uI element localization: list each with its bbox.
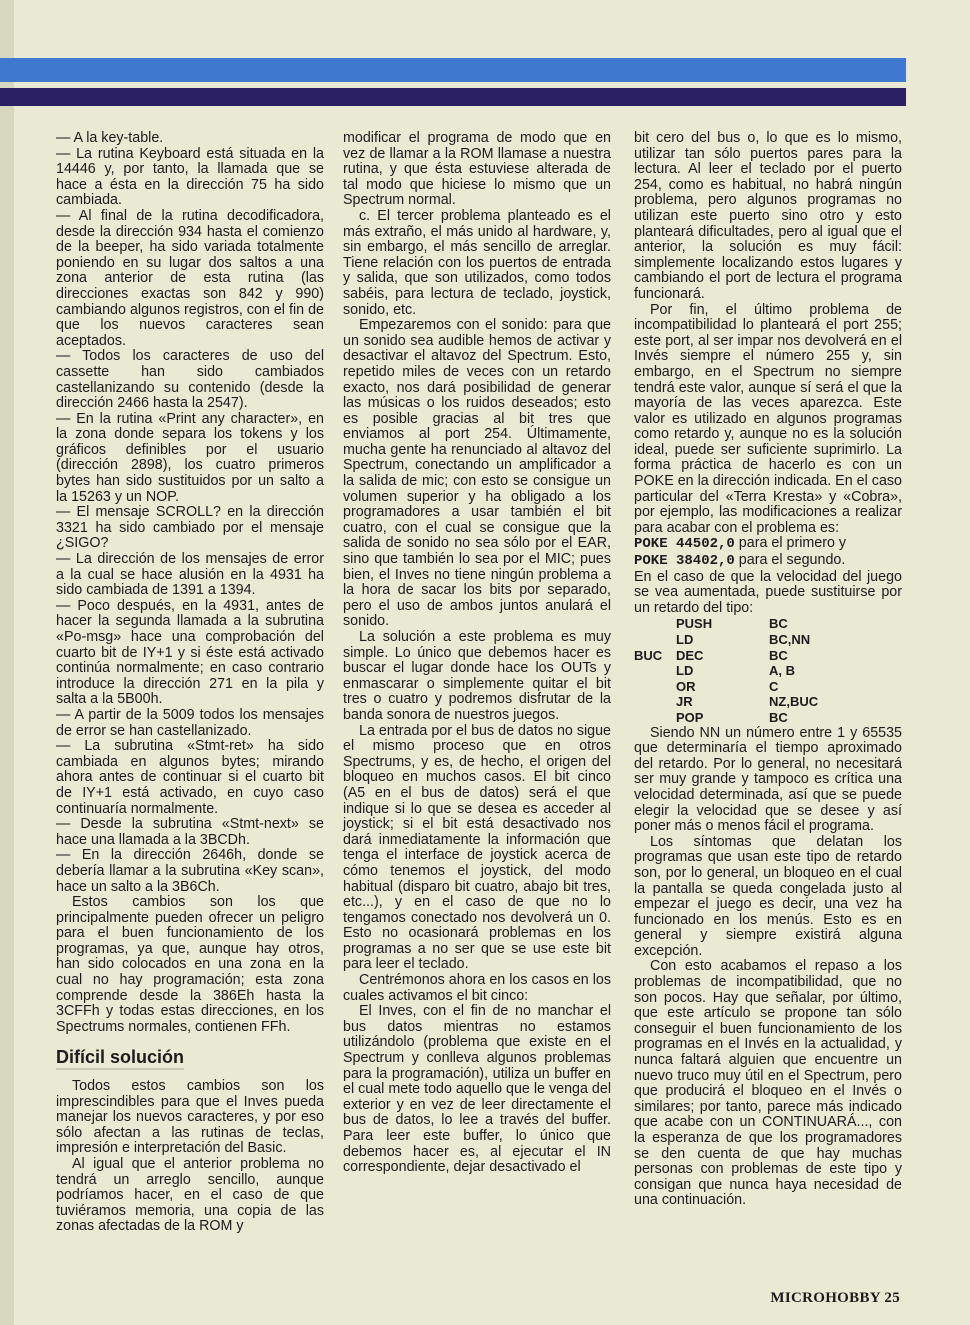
- paragraph: — La dirección de los mensajes de error a la cual se hace alusión en la 4931 ha sido cambiada de 1391 a 1394.: [56, 551, 324, 599]
- code-listing: [634, 616, 818, 725]
- paragraph: — El mensaje SCROLL? en la dirección 3321 ha sido cambiado por el mensaje ¿SIGO?: [56, 504, 324, 552]
- paragraph: La solución a este problema es muy simple. Lo único que debemos hacer es buscar el lugar donde hace los OUTs y enmascarar o simplemente quitar el bit tres o cuatro y podremos disfrutar de la banda sonora de nuestros juegos.: [343, 629, 611, 723]
- paragraph: — A la key-table.: [56, 130, 164, 146]
- paragraph: — La rutina Keyboard está situada en la 14446 y, por tanto, la llamada que se hace a ésta en la dirección 75 ha sido cambiada.: [56, 145, 324, 209]
- paragraph: Con esto acabamos el repaso a los problemas de incompatibilidad, que no son pocos. Hay que señalar, por último, que este artículo se propone tan sólo conseguir el buen funcionamiento de los programas en el Invés en la actualidad, y nunca faltará alguien que encuentre un nuevo truco muy útil en el Spectrum, pero que producirá el bloqueo en el Invés o similares; por tanto, parece más indicado que acabe con un CONTINUARÁ..., con la esperanza de que los programadores se den cuenta de que hay muchas personas con problemas de este tipo y consigan que nunca haya necesidad de una continuación.: [634, 958, 902, 1209]
- poke-note: para el primero y: [734, 535, 847, 552]
- section-heading: Difícil solución: [56, 1050, 184, 1070]
- paragraph: c. El tercer problema planteado es el más extraño, el más unido al hardware, y, sin embargo, el más sencillo de arreglar. Tiene relación con los puertos de entrada y salida, que son utilizados, como todos sabéis, para lectura de teclado, joystick, sonido, etc.: [343, 207, 611, 318]
- paragraph: Los síntomas que delatan los programas que usan este tipo de retardo son, por lo general, un bloqueo en el cual la pantalla se queda congelada justo al empezar el juego es decir, una vez ha funcionado en los menús. Esto es en general y siempre existirá alguna excepción.: [634, 833, 902, 959]
- poke-command: POKE 38402,0: [634, 553, 735, 570]
- paragraph: Siendo NN un número entre 1 y 65535 que determinaría el tiempo aproximado del retardo. Por lo general, no necesitará ser muy grande y tampoco es crítica una velocidad determinada, así que se puede elegir la velocidad que se desee y así poner más o menos fácil el programa.: [634, 724, 902, 835]
- code-line: POP BC: [676, 709, 788, 725]
- paragraph: modificar el programa de modo que en vez de llamar a la ROM llamase a nuestra rutina, y que ésta estuviese alterada de tal modo que hiciese lo mismo que un Spectrum normal.: [343, 130, 611, 209]
- column-3: [634, 131, 902, 1209]
- code-line: JR NZ,BUC: [676, 694, 819, 710]
- poke-line: [634, 553, 902, 570]
- code-line: PUSH BC: [676, 616, 788, 632]
- code-line: LD BC,NN: [676, 632, 811, 647]
- header-band-navy: [0, 88, 906, 106]
- paragraph: — Poco después, en la 4931, antes de hacer la segunda llamada a la subrutina «Po-msg» hace una comprobación del cuarto bit de IY+1 y si éste está activado continúa normalmente; en caso contrario introduce la dirección 271 en la pila y salta a la 5B00h.: [56, 597, 324, 708]
- column-2: [343, 131, 611, 1176]
- magazine-name: MICROHOBBY: [770, 1290, 881, 1306]
- poke-line: [634, 536, 902, 553]
- paragraph: — La subrutina «Stmt-ret» ha sido cambiada en algunos bytes; mirando ahora antes de continuar si el cuarto bit de IY+1 está activado, en cuyo caso continuaría normalmente.: [56, 738, 324, 817]
- page-number: 25: [884, 1290, 900, 1306]
- code-line: BUC DEC BC: [634, 647, 788, 663]
- paragraph: — En la dirección 2646h, donde se debería llamar a la subrutina «Key scan», hace un salto a la 3B6Ch.: [56, 847, 324, 895]
- page-edge: [0, 0, 14, 1325]
- paragraph: La entrada por el bus de datos no sigue el mismo proceso que en otros Spectrums, y es, de hecho, el origen del bloqueo en muchos casos. El bit cinco (A5 en el bus de datos) será el que indique si lo que se desea es acceder al joystick; si el bit está desactivado nos dará inmediatamente la información que tenga el interface de joystick acerca de cómo tenemos el joystick, del modo habitual (disparo bit cuatro, abajo bit tres, etc...), y en el caso de que no lo tengamos conectado nos devolverá un 0. Esto no ocasionará problemas en los programas a no ser que se use este bit para leer el teclado.: [343, 722, 611, 973]
- paragraph: — A partir de la 5009 todos los mensajes de error se han castellanizado.: [56, 706, 324, 739]
- paragraph: Al igual que el anterior problema no tendrá un arreglo sencillo, aunque podríamos hacer, en el caso de que tuviéramos memoria, una copia de las zonas afectadas de la ROM y: [56, 1156, 324, 1235]
- paragraph: — Todos los caracteres de uso del cassette han sido cambiados castellanizando su contenido (desde la dirección 2466 hasta la 2547).: [56, 348, 324, 412]
- paragraph: — Desde la subrutina «Stmt-next» se hace una llamada a la 3BCDh.: [56, 816, 324, 848]
- poke-note: para el segundo.: [734, 552, 846, 569]
- paragraph: Estos cambios son los que principalmente pueden ofrecer un peligro para el buen funcionamiento de los programas, ya que, aunque hay otros, han sido colocados en una zona en la cual no hay programación; esta zona comprende desde la 386Eh hasta la 3CFFh y todas estas direcciones, en los Spectrums normales, contienen FFh.: [56, 894, 324, 1035]
- paragraph: En el caso de que la velocidad del juego se vea aumentada, puede sustituirse por un retardo del tipo:: [634, 568, 902, 616]
- code-line: OR C: [676, 678, 779, 694]
- paragraph: Por fin, el último problema de incompatibilidad lo planteará el port 255; este port, al ser impar nos devolverá en el Invés siempre el número 255 y, sin embargo, en el Spectrum no siempre tendrá este valor, aunque sí será el que la mayoría de las veces aparezca. Este valor es utilizado en algunos programas como retardo y, aunque no es la solución ideal, puede ser suficiente suprimirlo. La forma práctica de hacerlo es con un POKE en la dirección indicada. En el caso particular del «Terra Kresta» y «Cobra», por ejemplo, las modificaciones a realizar para acabar con el problema es:: [634, 301, 902, 536]
- paragraph: — Al final de la rutina decodificadora, desde la dirección 934 hasta el comienzo de la beeper, ha sido variada totalmente poniendo en su lugar dos saltos a una zona anterior de esta rutina (las direcciones exactas son 842 y 990) cambiando algunos registros, con el fin de que los nuevos caracteres sean aceptados.: [56, 207, 324, 349]
- paragraph: Centrémonos ahora en los casos en los cuales activamos el bit cinco:: [343, 972, 611, 1004]
- paragraph: — En la rutina «Print any character», en la zona donde separa los tokens y los gráficos definibles por el usuario (dirección 2898), los cuatro primeros bytes han sido sustituidos por un salto a la 15263 y un NOP.: [56, 410, 324, 505]
- paragraph: Todos estos cambios son los imprescindibles para que el Inves pueda manejar los nuevos caracteres, y por eso sólo afectan a las rutinas de teclas, impresión e interpretación del Basic.: [56, 1078, 324, 1157]
- code-line: LD A, B: [676, 663, 795, 679]
- paragraph: Empezaremos con el sonido: para que un sonido sea audible hemos de activar y desactivar el altavoz del Spectrum. Esto, repetido miles de veces con un retardo exacto, nos dará posibilidad de generar las músicas o los ruidos deseados; esto es posible gracias al bit tres que enviamos al port 254. Últimamente, mucha gente ha renunciado al altavoz del Spectrum, conectando un amplificador a la salida de mic; con esto se consigue un volumen superior y ha obligado a los programadores a usar también el bit cuatro, con el cual se consigue que la salida de sonido no sea sólo por el EAR, sino que también lo sea por el MIC; pues bien, el Inves no tiene ningún problema a la hora de sacar los bits por separado, pero el uso de ambos juntos anulará el sonido.: [343, 317, 611, 630]
- poke-command: POKE 44502,0: [634, 536, 735, 553]
- column-1: [56, 131, 324, 1235]
- paragraph: bit cero del bus o, lo que es lo mismo, utilizar tan sólo puertos pares para la lectura. Al leer el teclado por el puerto 254, como es habitual, no habrá ningún problema, pero algunos programas no utilizan este puerto sino otro y esto planteará dificultades, pero al igual que el anterior, la solución es muy fácil: simplemente localizando estos lugares y cambiando el port de lectura el programa funcionará.: [634, 130, 902, 302]
- page-footer: [770, 1290, 900, 1307]
- header-band-blue: [0, 58, 906, 82]
- paragraph: El Inves, con el fin de no manchar el bus datos mientras no estamos utilizándolo (problema que existe en el Spectrum y conlleva algunos problemas para la programación), utiliza un buffer en el cual mete todo aquello que le venga del exterior y en vez de leer directamente el bus de datos, lo lee a través del buffer. Para leer este buffer, lo único que debemos hacer es, al ejecutar el IN correspondiente, dejar desactivado el: [343, 1003, 611, 1176]
